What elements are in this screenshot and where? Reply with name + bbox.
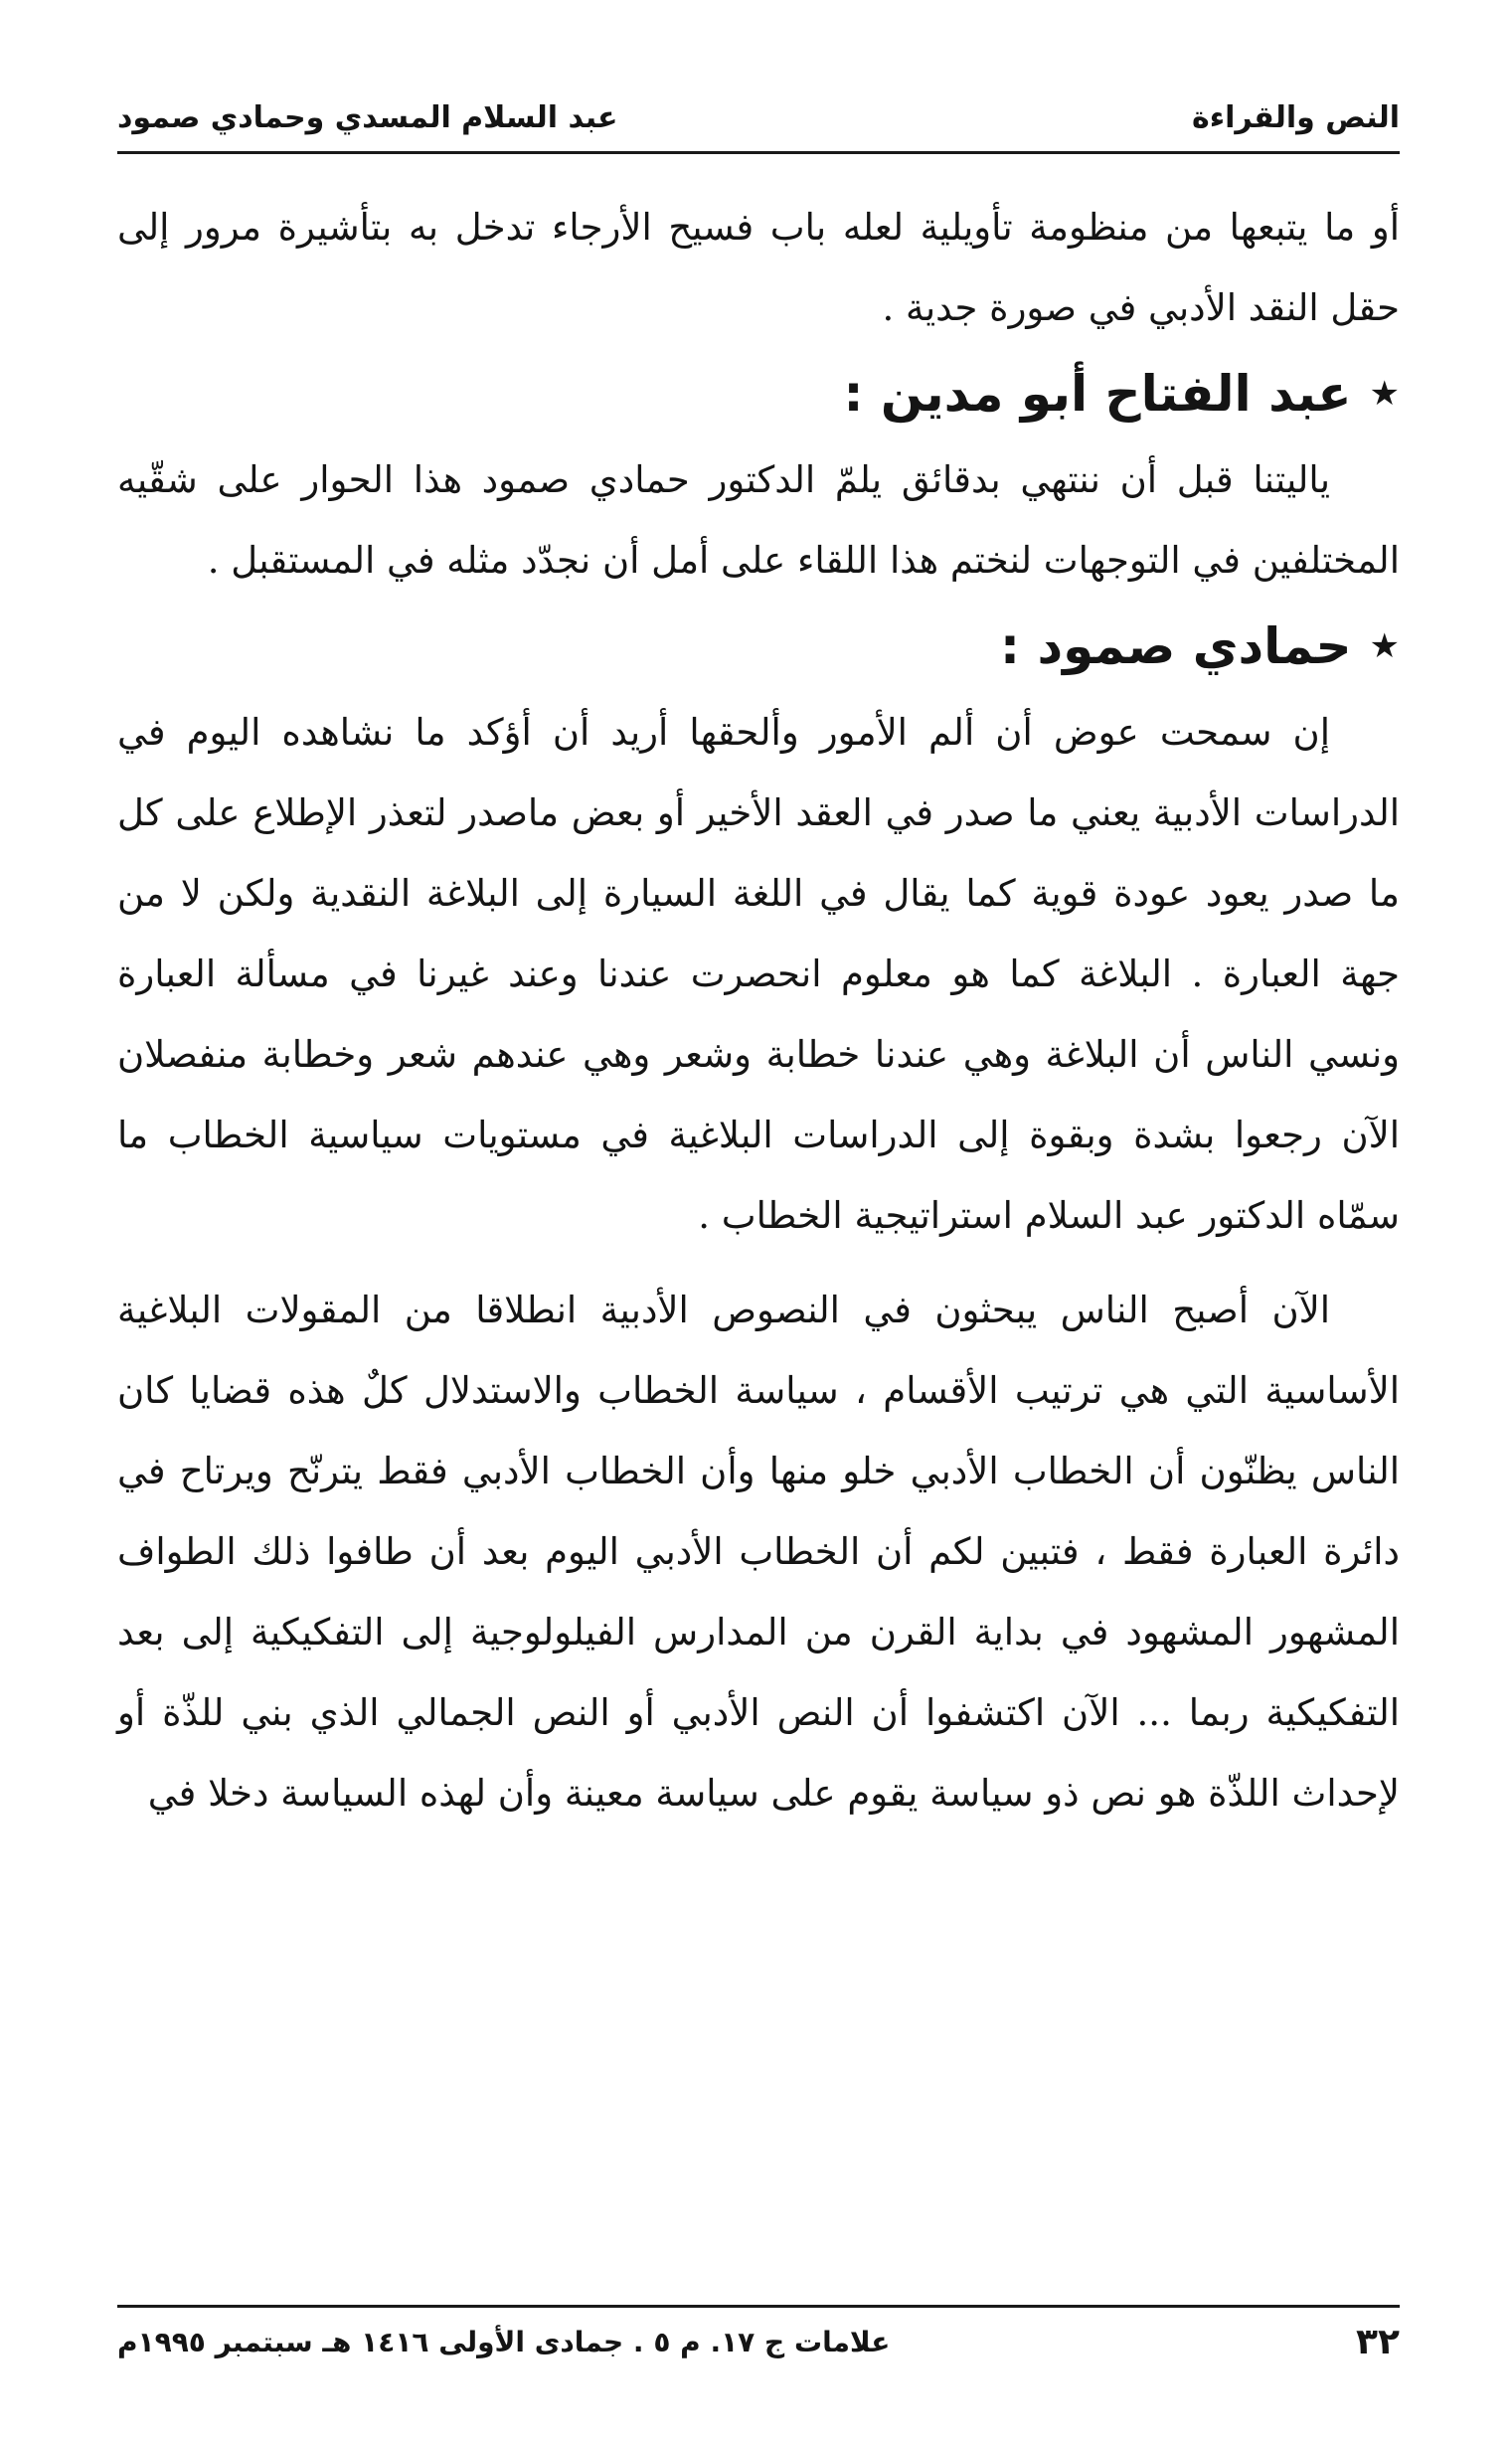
speaker-name: عبد الفتاح أبو مدين : bbox=[843, 365, 1352, 423]
running-footer bbox=[117, 2317, 1400, 2366]
document-page bbox=[117, 60, 1400, 2406]
speaker-heading bbox=[117, 352, 1400, 435]
speaker-heading bbox=[117, 605, 1400, 688]
footer-citation: علامات ج ١٧. م ٥ . جمادى الأولى ١٤١٦ هـ سبتمبر ١٩٩٥م bbox=[117, 2325, 891, 2358]
page-body bbox=[117, 187, 1400, 1833]
star-icon: ★ bbox=[1369, 626, 1400, 666]
paragraph-continued: أو ما يتبعها من منظومة تأويلية لعله باب فسيح الأرجاء تدخل به بتأشيرة مرور إلى حقل النقد الأدبي في صورة جدية . bbox=[117, 206, 1400, 329]
paragraph: ياليتنا قبل أن ننتهي بدقائق يلمّ الدكتور حمادي صمود هذا الحوار على شقّيه المختلفين في التوجهات لنختم هذا اللقاء على أمل أن نجدّد مثله في المستقبل . bbox=[117, 458, 1400, 582]
paragraph: الآن أصبح الناس يبحثون في النصوص الأدبية انطلاقا من المقولات البلاغية الأساسية التي هي ترتيب الأقسام ، سياسة الخطاب والاستدلال كلٌ هذه قضايا كان الناس يظنّون أن الخطاب الأدبي خلو منها وأن الخطاب الأدبي فقط يترنّح ويرتاح في دائرة العبارة فقط ، فتبين لكم أن الخطاب الأدبي اليوم بعد أن طافوا ذلك الطواف المشهور المشهود في بداية القرن من المدارس الفيلولوجية إلى التفكيكية إلى بعد التفكيكية ربما ... الآن اكتشفوا أن النص الأدبي أو النص الجمالي الذي بني للذّة أو لإحداث اللذّة هو نص ذو سياسة يقوم على سياسة معينة وأن لهذه السياسة دخلا في bbox=[117, 1289, 1400, 1815]
header-divider bbox=[117, 151, 1400, 154]
page-number: ٣٢ bbox=[1356, 2321, 1400, 2362]
paragraph: إن سمحت عوض أن ألم الأمور وألحقها أريد أن أؤكد ما نشاهده اليوم في الدراسات الأدبية يعني ما صدر في العقد الأخير أو بعض ماصدر لتعذر الإطلاع على كل ما صدر يعود عودة قوية كما يقال في اللغة السيارة إلى البلاغة النقدية ولكن لا من جهة العبارة . البلاغة كما هو معلوم انحصرت عندنا وعند غيرنا في مسألة العبارة ونسي الناس أن البلاغة وهي عندنا خطابة وشعر وهي عندهم شعر وخطابة منفصلان الآن رجعوا بشدة وبقوة إلى الدراسات البلاغية في مستويات سياسية الخطاب ما سمّاه الدكتور عبد السلام استراتيجية الخطاب . bbox=[117, 711, 1400, 1237]
star-icon: ★ bbox=[1369, 374, 1400, 414]
running-header bbox=[117, 87, 1400, 135]
header-section-title: النص والقراءة bbox=[1192, 100, 1400, 135]
header-authors: عبد السلام المسدي وحمادي صمود bbox=[117, 100, 618, 135]
footer-divider bbox=[117, 2305, 1400, 2308]
speaker-name: حمادي صمود : bbox=[1000, 617, 1352, 675]
